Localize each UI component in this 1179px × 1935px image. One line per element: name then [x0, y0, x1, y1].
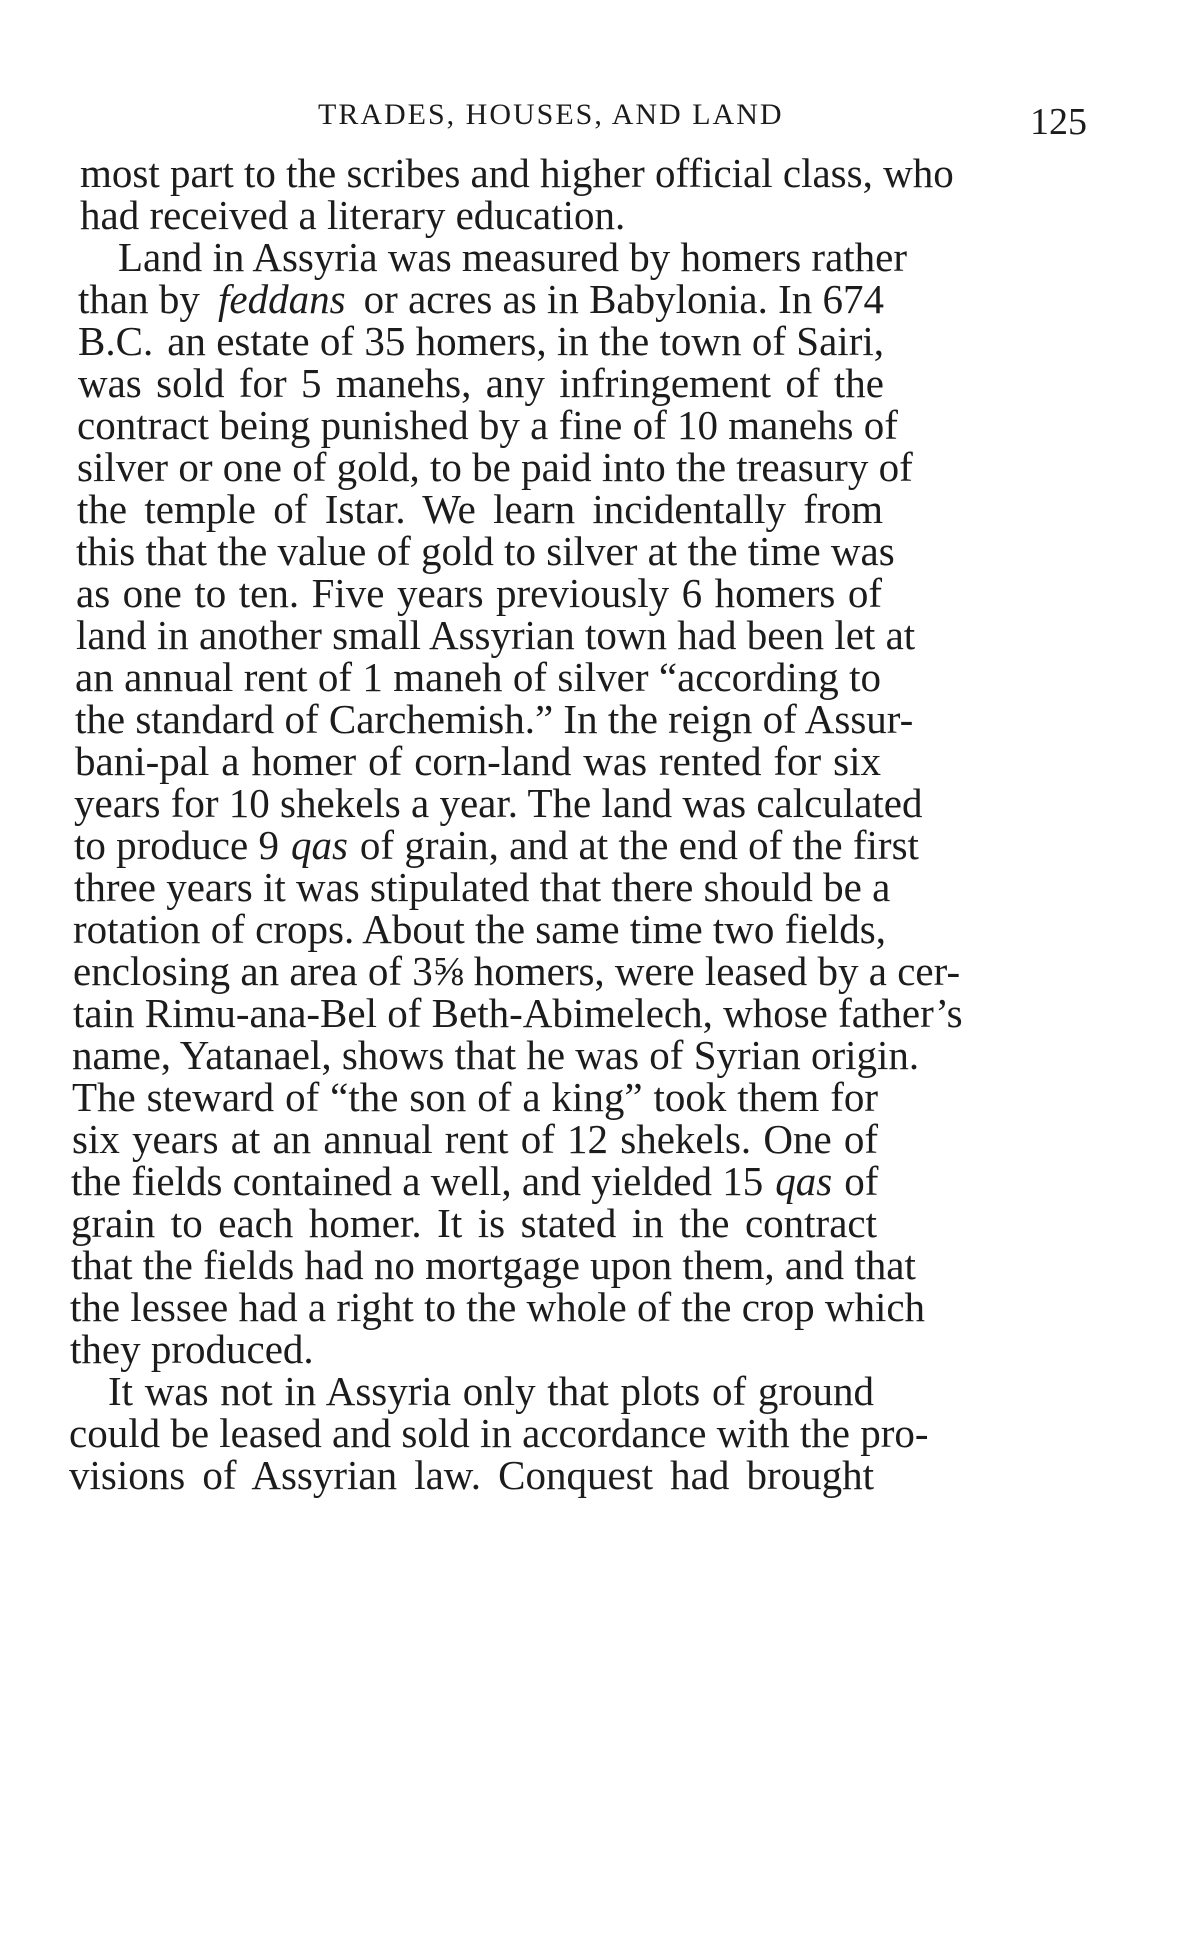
italic-term: qas: [290, 822, 348, 868]
paragraph-start-line: It was not in Assyria only that plots of ground: [108, 1368, 874, 1414]
text-line: as one to ten. Five years previously 6 homers of: [76, 570, 882, 616]
text-segment: to produce 9: [74, 822, 279, 868]
text-line: most part to the scribes and higher official class, who: [80, 150, 954, 196]
era-abbreviation: B.C.: [78, 318, 154, 364]
text-segment: or acres as in Babylonia. In 674: [363, 276, 884, 322]
text-line: The steward of “the son of a king” took them for: [72, 1074, 878, 1120]
paragraph-start-line: Land in Assyria was measured by homers rather: [118, 234, 908, 280]
text-segment: the fields contained a well, and yielded 15: [71, 1158, 764, 1204]
text-segment: than by: [78, 276, 200, 322]
text-line: [74, 822, 919, 868]
text-line: silver or one of gold, to be paid into the treasury of: [77, 444, 913, 490]
text-line: was sold for 5 manehs, any infringement of the: [78, 360, 884, 406]
text-line: had received a literary education.: [80, 192, 626, 238]
text-line: an annual rent of 1 maneh of silver “according to: [75, 654, 881, 700]
text-line: [71, 1158, 879, 1204]
text-line: [78, 276, 884, 322]
text-line: this that the value of gold to silver at the time was: [76, 528, 895, 574]
text-line: enclosing an area of 3⅝ homers, were leased by a cer-: [73, 948, 961, 994]
italic-term: feddans: [217, 276, 346, 322]
text-line: six years at an annual rent of 12 shekels. One of: [72, 1116, 878, 1162]
text-line: bani-pal a homer of corn-land was rented for six: [75, 738, 881, 784]
text-line: the temple of Istar. We learn incidentally from: [77, 486, 883, 532]
italic-term: qas: [775, 1158, 833, 1204]
text-segment: of grain, and at the end of the first: [359, 822, 919, 868]
page-number: 125: [1030, 101, 1087, 143]
text-line: the lessee had a right to the whole of the crop which: [70, 1284, 926, 1330]
text-line: they produced.: [70, 1326, 314, 1372]
text-line: the standard of Carchemish.” In the reign of Assur-: [75, 696, 914, 742]
text-segment: of: [844, 1158, 879, 1204]
text-line: grain to each homer. It is stated in the contract: [71, 1200, 877, 1246]
text-line: tain Rimu-ana-Bel of Beth-Abimelech, whose father’s: [73, 990, 963, 1036]
text-line: land in another small Assyrian town had been let at: [76, 612, 916, 658]
text-line: three years it was stipulated that there should be a: [74, 864, 891, 910]
text-line: rotation of crops. About the same time two fields,: [73, 906, 887, 952]
text-segment: an estate of 35 homers, in the town of Sairi,: [167, 318, 884, 364]
text-line: contract being punished by a fine of 10 manehs of: [77, 402, 898, 448]
text-line: could be leased and sold in accordance with the pro-: [69, 1410, 929, 1456]
text-line: years for 10 shekels a year. The land was calculated: [74, 780, 923, 826]
running-title: TRADES, HOUSES, AND LAND: [318, 98, 784, 131]
text-line: visions of Assyrian law. Conquest had brought: [69, 1452, 874, 1498]
text-line: that the fields had no mortgage upon them, and that: [71, 1242, 916, 1288]
text-line: [78, 318, 884, 364]
text-line: name, Yatanael, shows that he was of Syrian origin.: [72, 1032, 920, 1078]
